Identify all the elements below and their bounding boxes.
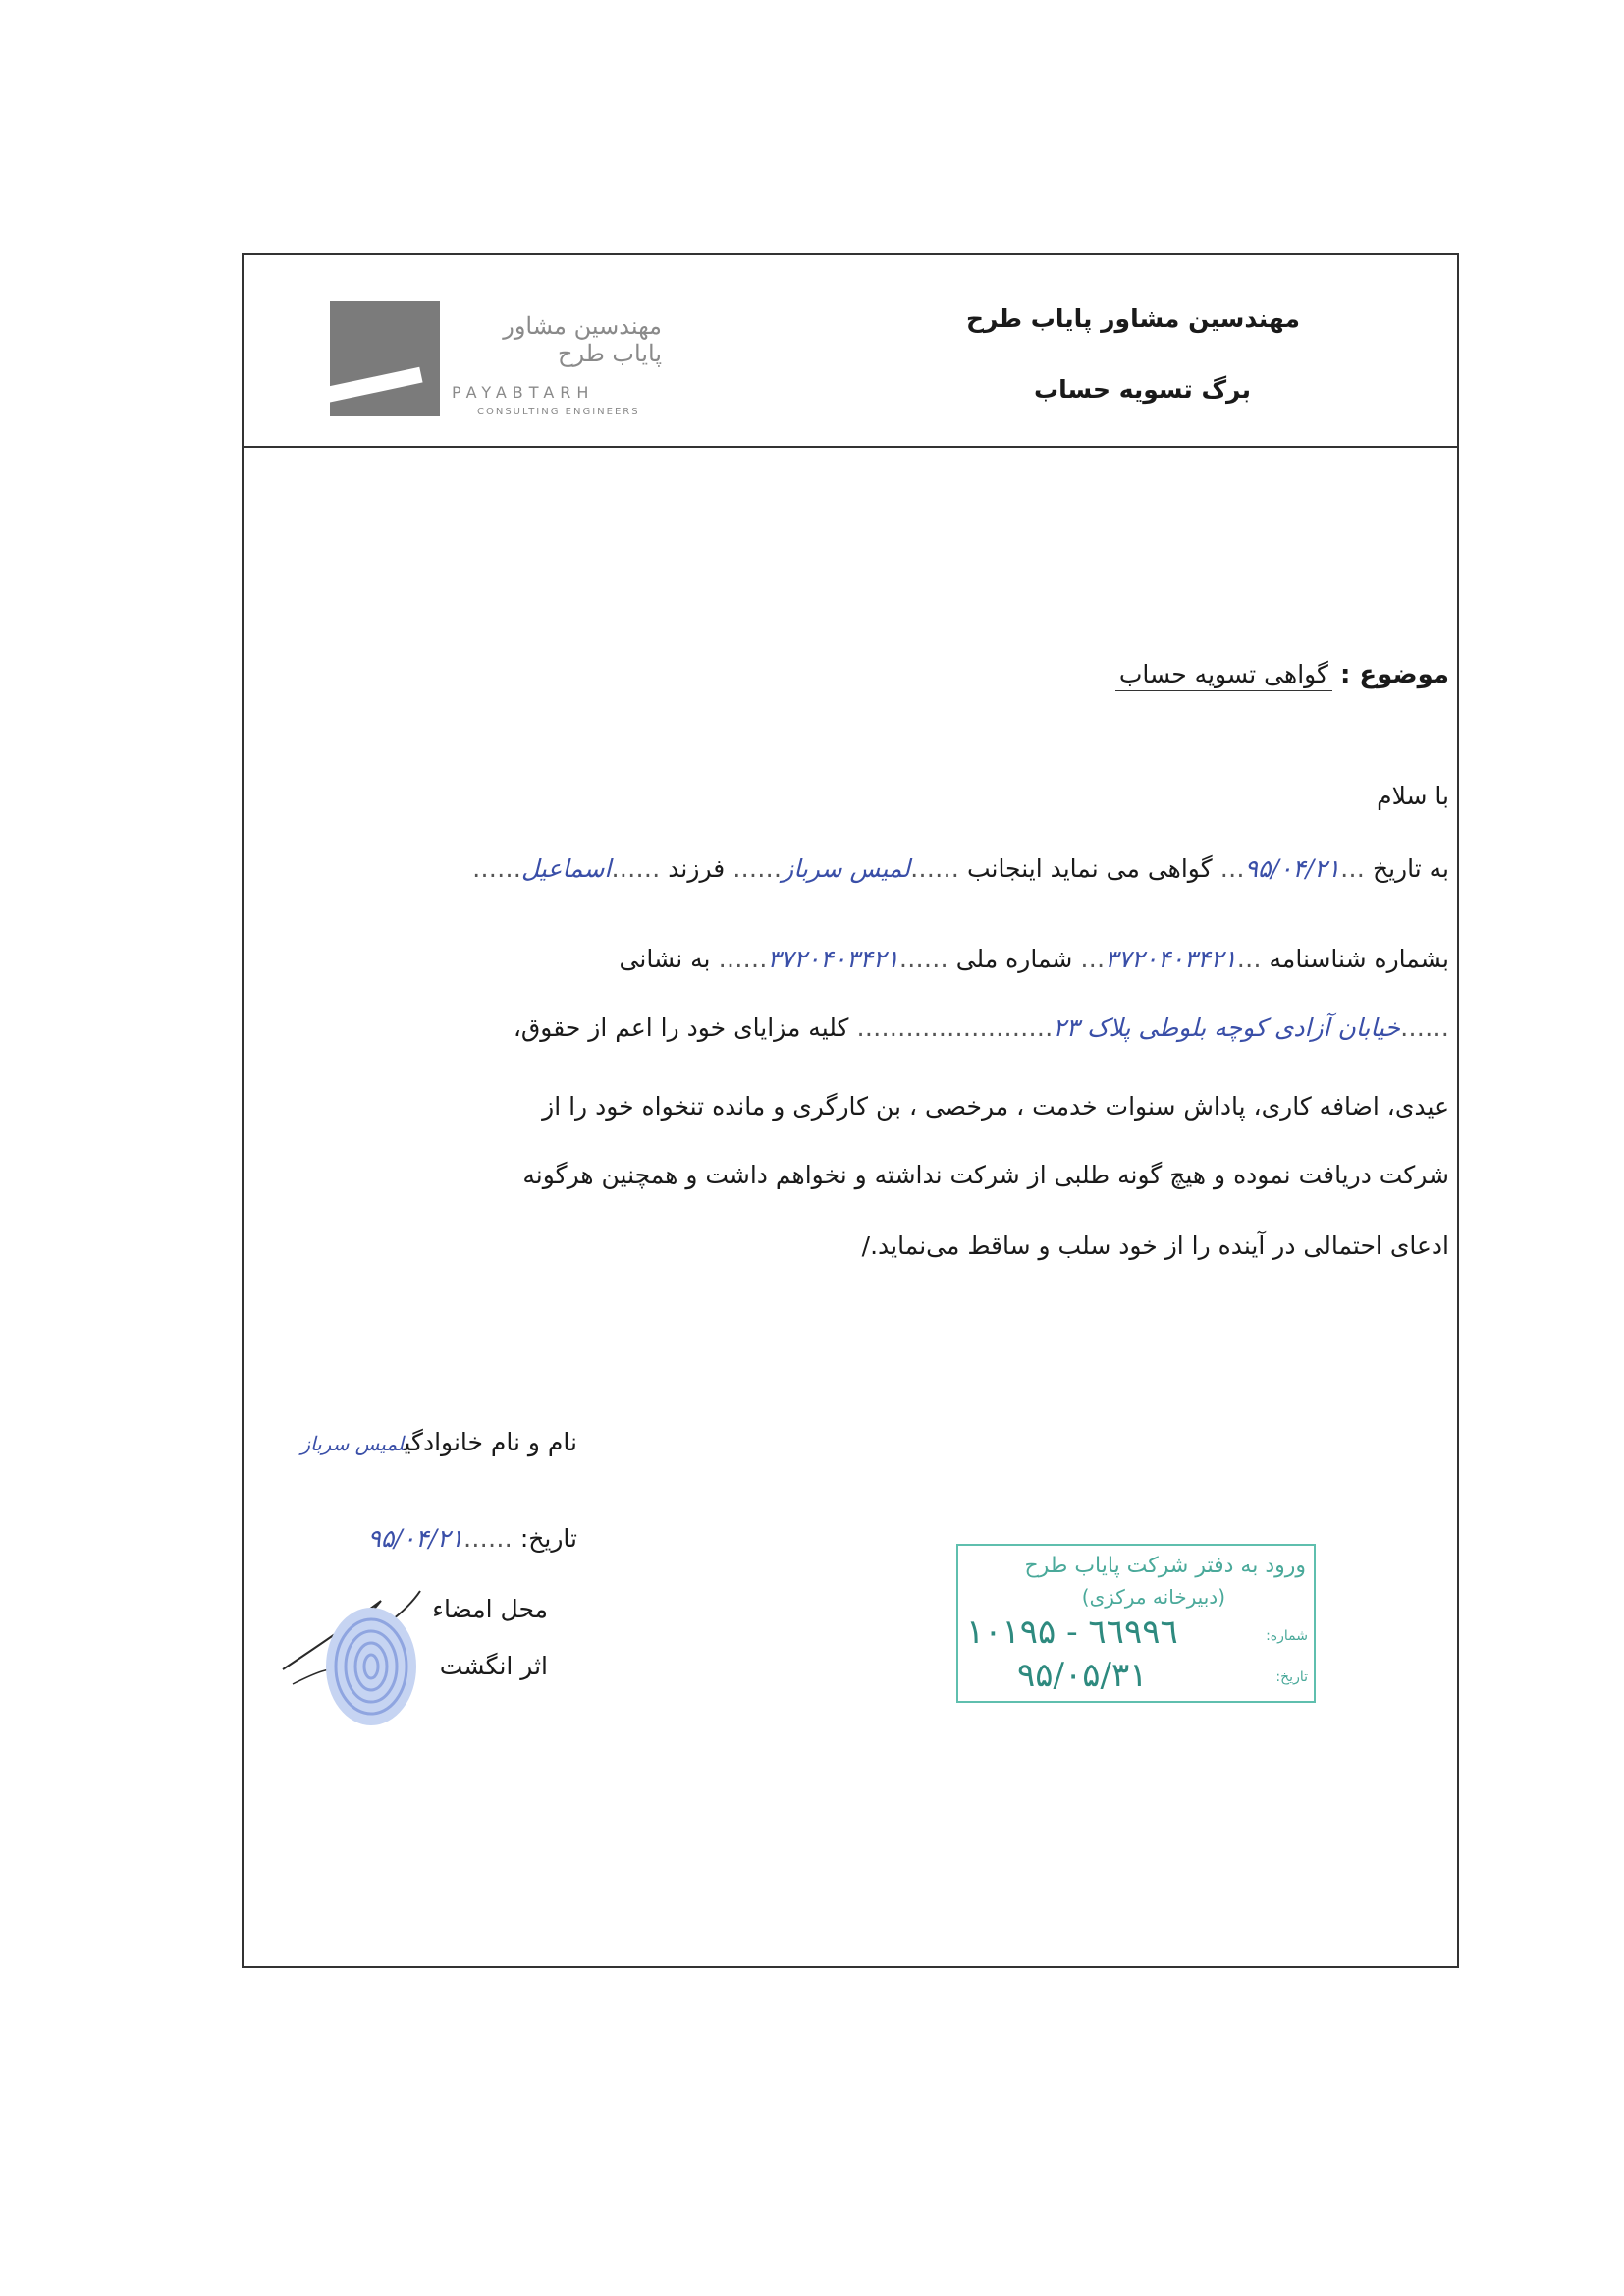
full-name-label: نام و نام خانوادگی [404, 1428, 577, 1456]
subject-label: موضوع : [1339, 660, 1449, 689]
national-id-label: شماره ملی [955, 945, 1073, 973]
handwritten-footer-date: ۹۵/۰۴/۲۱ [367, 1524, 463, 1553]
body-line-1 [322, 854, 1449, 883]
dots: …… [732, 854, 783, 883]
handwritten-date: ۹۵/۰۴/۲۱ [1244, 854, 1340, 883]
stamp-subtitle: (دبیرخانه مرکزی) [1081, 1585, 1225, 1609]
dots: … [1339, 854, 1365, 883]
body-line-3 [322, 1013, 1449, 1042]
dots: …………………… [856, 1013, 1054, 1042]
name-row [300, 1430, 577, 1454]
logo-subtitle: CONSULTING ENGINEERS [477, 407, 640, 417]
logo-english-text: PAYABTARH [452, 383, 595, 402]
document-header [244, 255, 1457, 448]
dots: …… [909, 854, 959, 883]
footer-date-label: تاریخ: [519, 1524, 577, 1553]
stamp-date-label: تاریخ: [1275, 1669, 1308, 1685]
body-line-5: شرکت دریافت نموده و هیچ گونه طلبی از شرکت نداشته و نخواهم داشت و همچنین هرگونه [522, 1161, 1449, 1189]
logo-persian-text: مهندسین مشاور پایاب طرح [503, 312, 662, 367]
body-line-2 [322, 945, 1449, 973]
greeting: با سلام [1377, 782, 1449, 810]
fingerprint [322, 1603, 420, 1730]
certify-text: گواهی می نماید اینجانب [966, 854, 1213, 883]
stamp-number-value: ۱۰۱۹۵ - ٦٦٩٩٦ [966, 1613, 1178, 1652]
registry-stamp [956, 1544, 1316, 1703]
dots: …… [898, 945, 948, 973]
dots: …… [611, 854, 661, 883]
handwritten-address: خیابان آزادی کوچه بلوطی پلاک ۲۳ [1053, 1013, 1400, 1042]
stamp-title: ورود به دفتر شرکت پایاب طرح [1024, 1554, 1306, 1578]
stamp-number-label: شماره: [1266, 1628, 1308, 1644]
dots: … [1219, 854, 1245, 883]
dots: …… [718, 945, 768, 973]
handwritten-full-name: لمیس سرباز [300, 1432, 405, 1455]
benefits-text: کلیه مزایای خود را اعم از حقوق، [513, 1013, 849, 1042]
date-intro: به تاریخ [1372, 854, 1449, 883]
body-line-4: عیدی، اضافه کاری، پاداش سنوات خدمت ، مرخصی ، بن کارگری و مانده تنخواه خود را از [542, 1092, 1449, 1121]
date-row [367, 1526, 577, 1551]
form-title: برگ تسویه حساب [1034, 375, 1251, 404]
handwritten-father-name: اسماعیل [520, 854, 612, 883]
fingerprint-label: اثر انگشت [439, 1652, 548, 1680]
dots: …… [1400, 1013, 1449, 1042]
dots: …… [462, 1524, 513, 1553]
dots: … [1080, 945, 1106, 973]
handwritten-national-id: ۳۷۲۰۴۰۳۴۲۱ [767, 945, 899, 973]
dots: … [1236, 945, 1262, 973]
dots: …… [471, 854, 521, 883]
document-frame [242, 253, 1459, 1968]
handwritten-name: لمیس سرباز [782, 854, 910, 883]
logo-stripe [330, 367, 423, 403]
stamp-date-value: ۹۵/۰۵/۳۱ [1017, 1656, 1148, 1695]
company-name: مهندسین مشاور پایاب طرح [965, 304, 1300, 333]
company-logo [330, 301, 440, 416]
subject-line [1115, 660, 1449, 691]
child-of-label: فرزند [668, 854, 726, 883]
body-line-6: ادعای احتمالی در آینده را از خود سلب و ساقط می‌نماید./ [861, 1231, 1449, 1260]
subject-value: گواهی تسویه حساب [1115, 660, 1332, 691]
id-number-label: بشماره شناسنامه [1269, 945, 1449, 973]
address-label: به نشانی [619, 945, 711, 973]
handwritten-id-number: ۳۷۲۰۴۰۳۴۲۱ [1105, 945, 1237, 973]
signature-label: محل امضاء [432, 1595, 548, 1623]
